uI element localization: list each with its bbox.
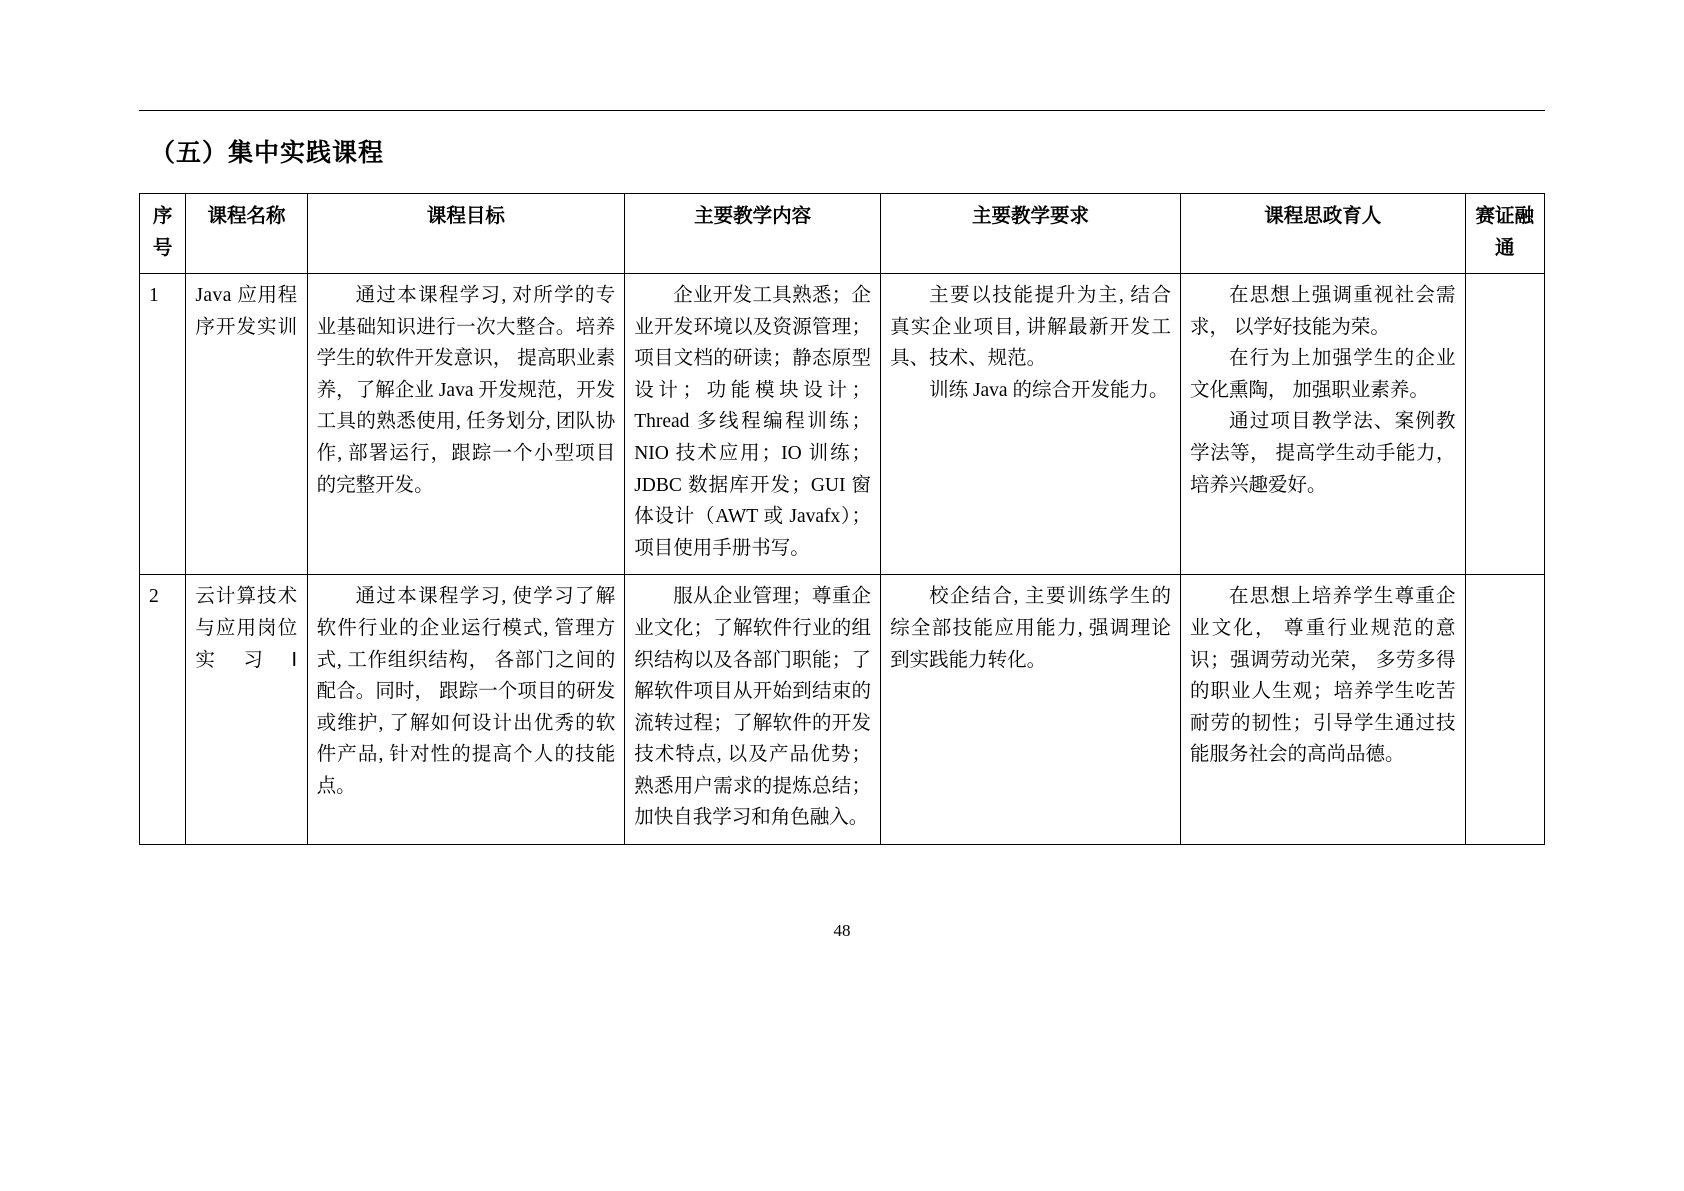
row-ideological-education: 在思想上强调重视社会需求， 以学好技能为荣。 在行为上加强学生的企业文化熏陶， 加强职业素养。 通过项目教学法、案例教学法等， 提高学生动手能力， 培养兴趣爱好。: [1181, 274, 1466, 575]
section-title: （五）集中实践课程: [150, 138, 385, 167]
table-header-course-name: 课程名称: [186, 194, 307, 274]
row-course-name: Java 应用程序开发实训: [186, 274, 307, 575]
row-ideological-education: 在思想上培养学生尊重企业文化， 尊重行业规范的意识；强调劳动光荣， 多劳多得的职业人生观；培养学生吃苦耐劳的韧性；引导学生通过技能服务社会的高尚品德。: [1181, 575, 1466, 845]
row-course-goal: 通过本课程学习, 使学习了解软件行业的企业运行模式, 管理方式, 工作组织结构， 各部门之间的配合。同时， 跟踪一个项目的研发或维护, 了解如何设计出优秀的软件产品, 针对性的提高个人的技能点。: [307, 575, 625, 845]
header-rule: [139, 110, 1545, 111]
table-row: [140, 274, 1545, 575]
table-header-no: 序号: [140, 194, 186, 274]
table-header-course-goal: 课程目标: [307, 194, 625, 274]
table-header-teaching-requirement: 主要教学要求: [881, 194, 1181, 274]
row-teaching-content: 服从企业管理；尊重企业文化；了解软件行业的组织结构以及各部门职能；了解软件项目从开始到结束的流转过程；了解软件的开发技术特点, 以及产品优势；熟悉用户需求的提炼总结；加快自我学习和角色融入。: [625, 575, 881, 845]
practical-courses-table: [139, 193, 1545, 845]
row-competition-certificate: [1465, 575, 1544, 845]
row-course-name: 云计算技术与应用岗位实习Ⅰ: [186, 575, 307, 845]
row-teaching-requirement: 主要以技能提升为主, 结合真实企业项目, 讲解最新开发工具、技术、规范。 训练 Java 的综合开发能力。: [881, 274, 1181, 575]
table-header-ideological-education: 课程思政育人: [1181, 194, 1466, 274]
table-header-row: [140, 194, 1545, 274]
table-header-teaching-content: 主要教学内容: [625, 194, 881, 274]
row-teaching-content: 企业开发工具熟悉；企业开发环境以及资源管理；项目文档的研读；静态原型设计；功能模块设计；Thread 多线程编程训练；NIO 技术应用；IO 训练；JDBC 数据库开发；GUI 窗体设计（AWT 或 Javafx）；项目使用手册书写。: [625, 274, 881, 575]
row-course-goal: 通过本课程学习, 对所学的专业基础知识进行一次大整合。培养学生的软件开发意识， 提高职业素养，了解企业 Java 开发规范，开发工具的熟悉使用, 任务划分, 团队协作, 部署运行，跟踪一个小型项目的完整开发。: [307, 274, 625, 575]
row-competition-certificate: [1465, 274, 1544, 575]
row-no: 1: [140, 274, 186, 575]
table-row: [140, 575, 1545, 845]
row-no: 2: [140, 575, 186, 845]
table-header-competition-certificate: 赛证融通: [1465, 194, 1544, 274]
page-number: 48: [833, 921, 851, 940]
row-teaching-requirement: 校企结合, 主要训练学生的综全部技能应用能力, 强调理论到实践能力转化。: [881, 575, 1181, 845]
